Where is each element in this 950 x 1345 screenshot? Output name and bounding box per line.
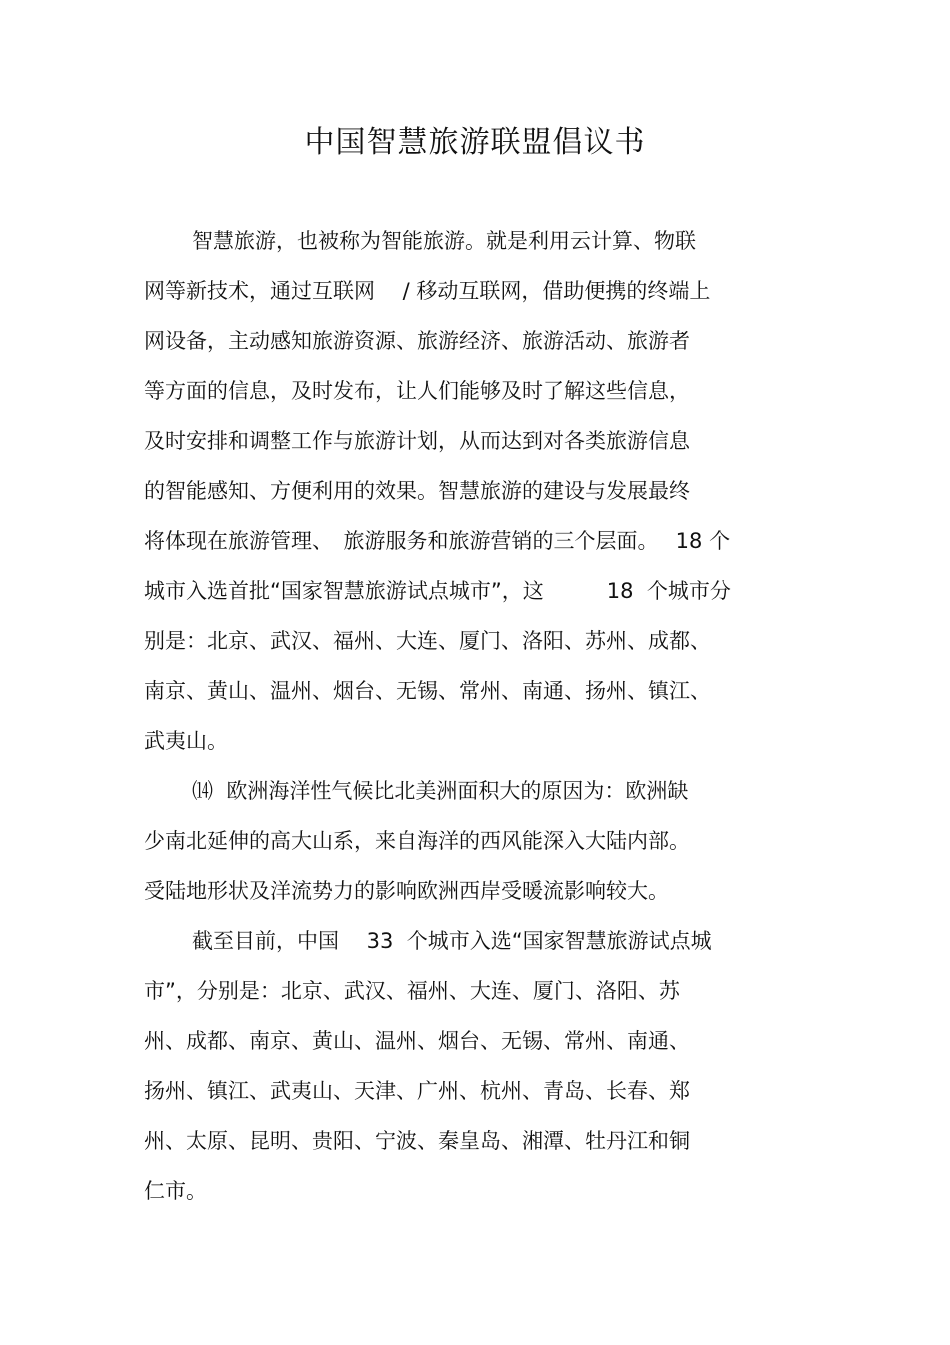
paragraph-line: 智慧旅游，也被称为智能旅游。就是利用云计算、物联 <box>192 229 696 253</box>
paragraph-line: 少南北延伸的高大山系，来自海洋的西风能深入大陆内部。 <box>144 829 690 853</box>
paragraph-line: 别是：北京、武汉、福州、大连、厦门、洛阳、苏州、成都、 <box>144 629 711 653</box>
paragraph-line: 的智能感知、方便利用的效果。智慧旅游的建设与发展最终 <box>144 479 690 503</box>
paragraph-line: 州、成都、南京、黄山、温州、烟台、无锡、常州、南通、 <box>144 1029 690 1053</box>
paragraph-line: 仁市。 <box>144 1179 207 1203</box>
paragraph-line: 截至目前，中国 33 个城市入选“国家智慧旅游试点城 <box>192 929 712 953</box>
paragraph-line: 将体现在旅游管理、 旅游服务和旅游营销的三个层面。 18 个 <box>144 529 731 553</box>
paragraph-line: 南京、黄山、温州、烟台、无锡、常州、南通、扬州、镇江、 <box>144 679 711 703</box>
paragraph-line: 受陆地形状及洋流势力的影响欧洲西岸受暖流影响较大。 <box>144 879 669 903</box>
paragraph-line: 及时安排和调整工作与旅游计划，从而达到对各类旅游信息 <box>144 429 690 453</box>
paragraph-line: 网等新技术，通过互联网 / 移动互联网，借助便携的终端上 <box>144 279 711 303</box>
paragraph-line: 武夷山。 <box>144 729 228 753</box>
paragraph-line: 州、太原、昆明、贵阳、宁波、秦皇岛、湘潭、牡丹江和铜 <box>144 1129 690 1153</box>
paragraph-line: 城市入选首批“国家智慧旅游试点城市”，这 18 个城市分 <box>144 579 731 603</box>
paragraph-line: 市”，分别是：北京、武汉、福州、大连、厦门、洛阳、苏 <box>144 979 680 1003</box>
paragraph-line: 扬州、镇江、武夷山、天津、广州、杭州、青岛、长春、郑 <box>144 1079 690 1103</box>
paragraph-line: ⒁ 欧洲海洋性气候比北美洲面积大的原因为：欧洲缺 <box>192 779 689 803</box>
paragraph-line: 等方面的信息，及时发布，让人们能够及时了解这些信息， <box>144 379 690 403</box>
document-title: 中国智慧旅游联盟倡议书 <box>304 125 646 160</box>
paragraph-line: 网设备，主动感知旅游资源、旅游经济、旅游活动、旅游者 <box>144 329 690 353</box>
